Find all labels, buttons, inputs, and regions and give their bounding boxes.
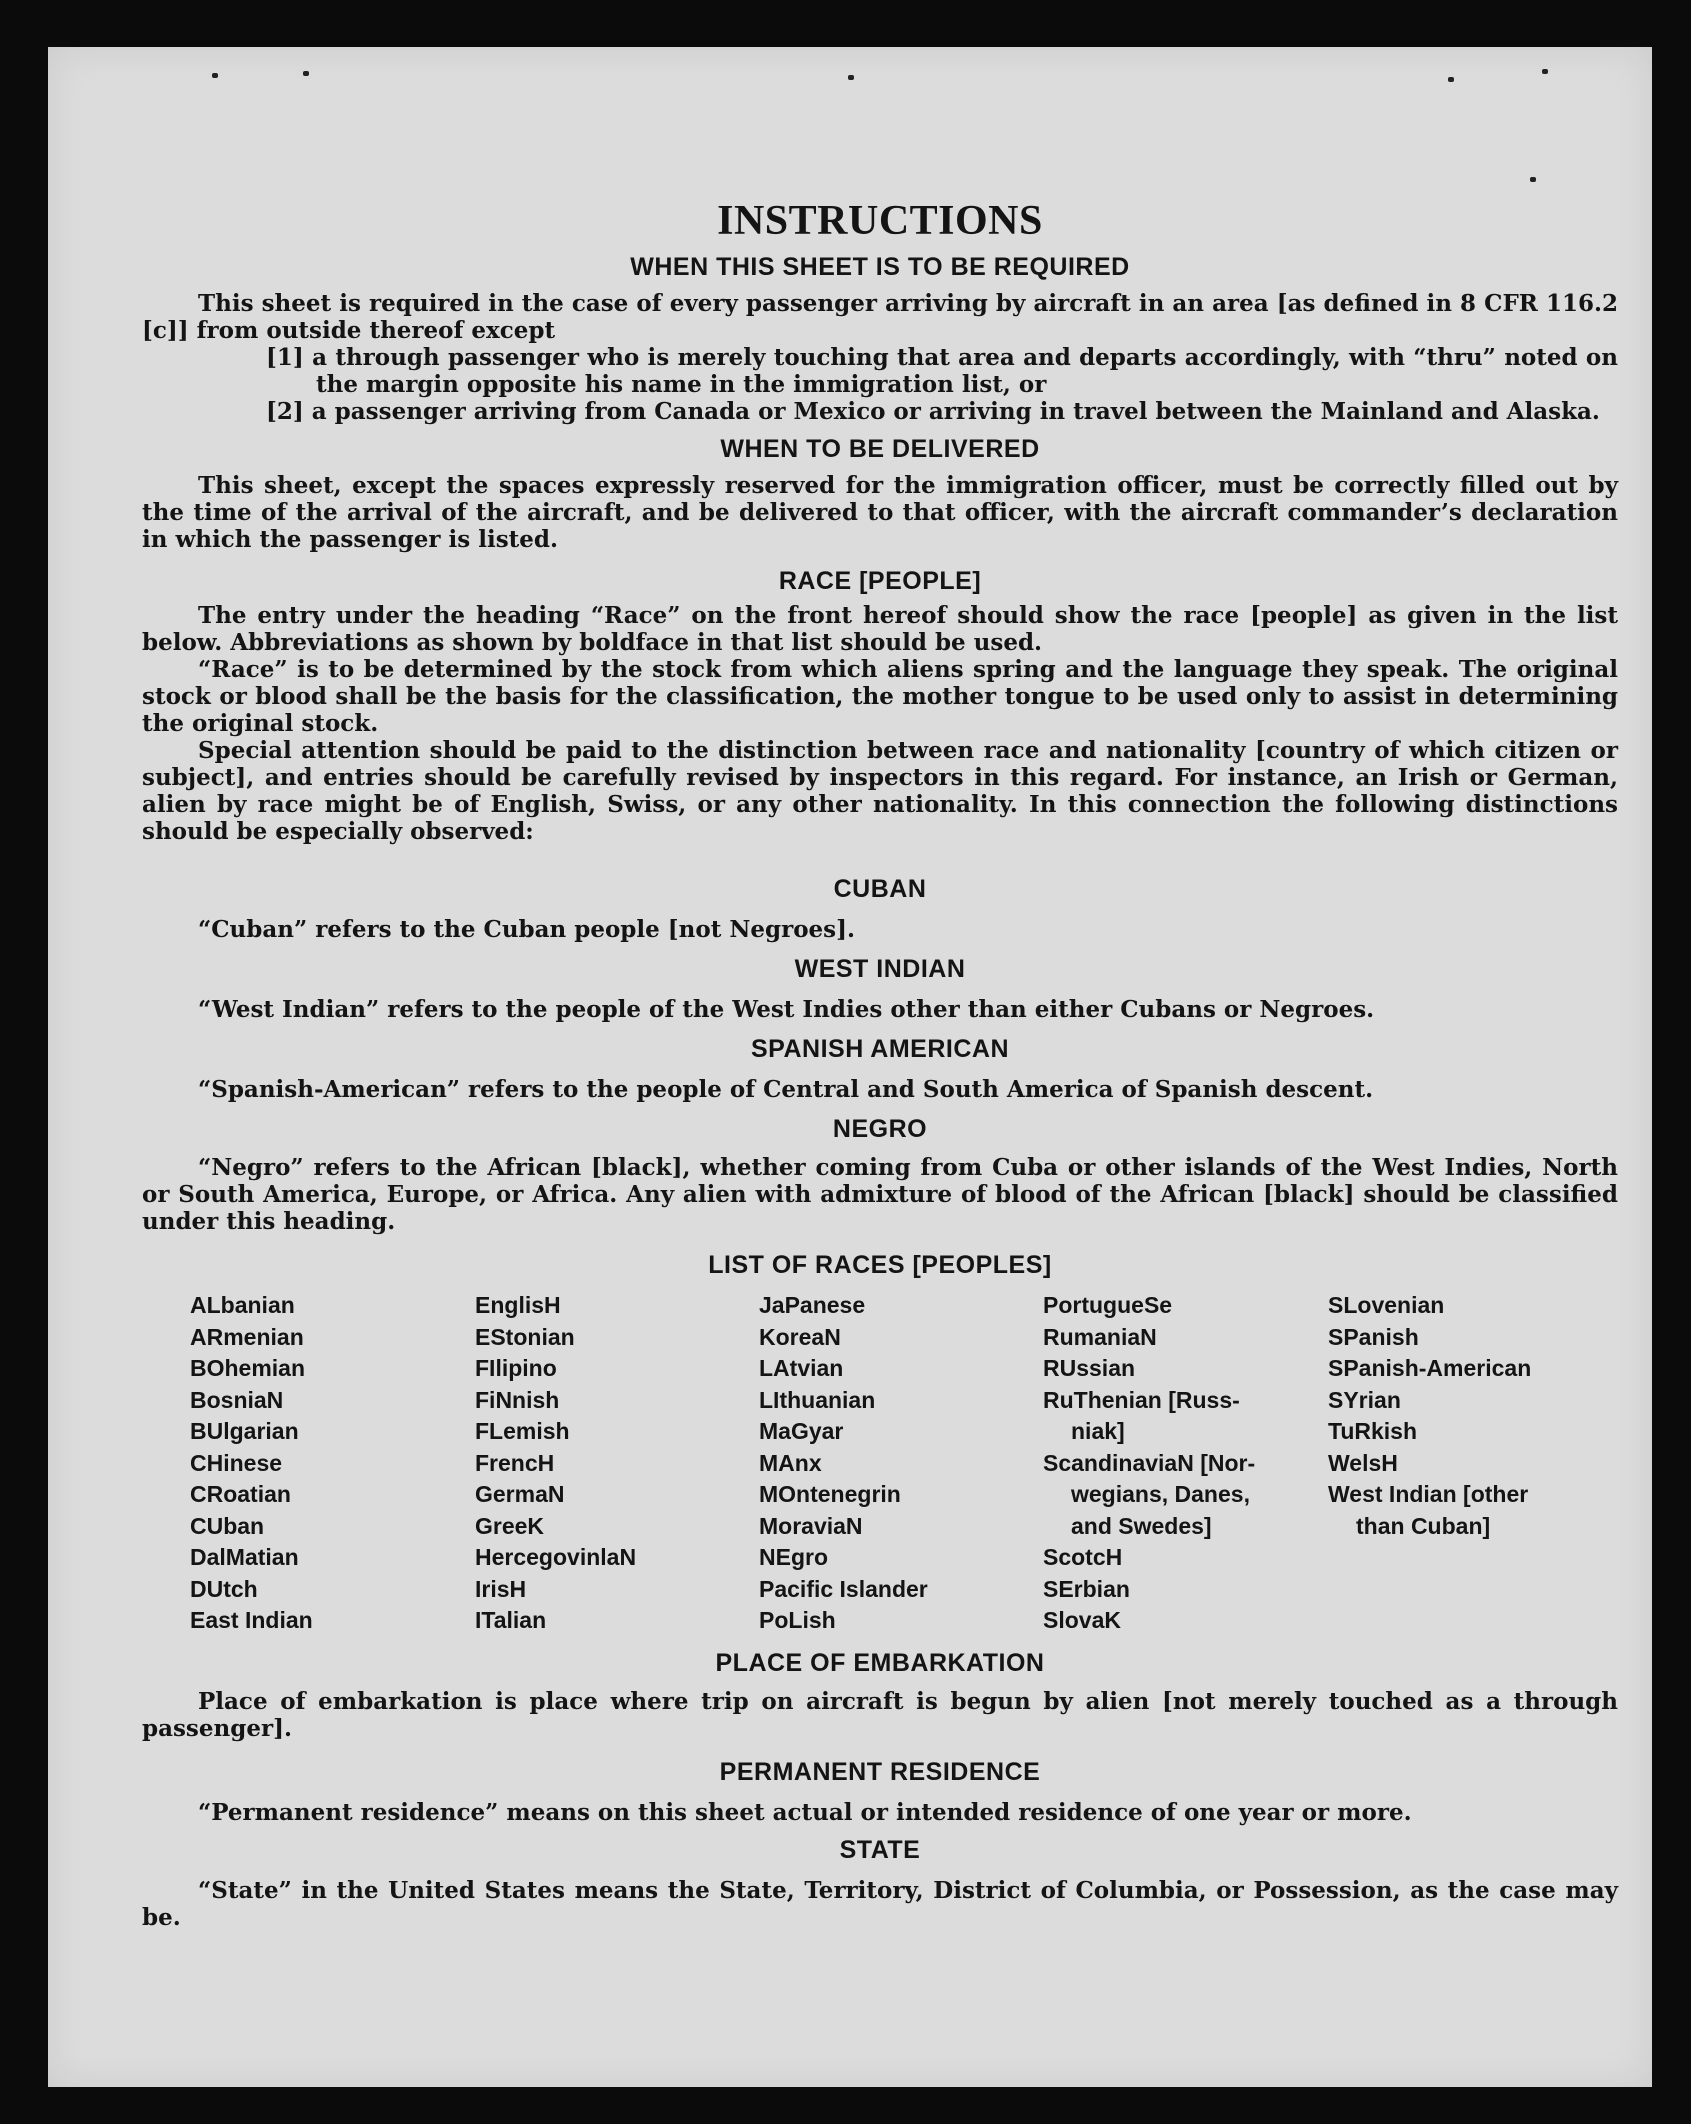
race-item: RUssian: [1043, 1355, 1136, 1381]
page-title: INSTRUCTIONS: [717, 198, 1043, 244]
race-item: ScandinaviaN [Nor-: [1043, 1449, 1256, 1476]
race-list: [190, 1290, 1618, 1637]
race-item: MAnx: [759, 1449, 822, 1476]
paragraph: This sheet is required in the case of every passenger arriving by aircraft in an area [as defined in 8 CFR 116.2 [c]] from outside thereof except: [142, 290, 1618, 344]
race-item: LIthuanian: [759, 1386, 876, 1413]
document-sheet: [48, 47, 1652, 2087]
race-item: EStonian: [475, 1323, 575, 1350]
race-item: FLemish: [475, 1418, 570, 1444]
paragraph: “State” in the United States means the State, Territory, District of Columbia, or Possession, as the case may be.: [142, 1876, 1618, 1931]
race-item-continuation: niak]: [1071, 1418, 1125, 1444]
section-heading: RACE [PEOPLE]: [778, 567, 982, 595]
race-item: EnglisH: [475, 1292, 561, 1318]
race-item: ScotcH: [1043, 1544, 1123, 1570]
race-item: SlovaK: [1043, 1607, 1121, 1633]
race-column: [475, 1290, 759, 1637]
list-item: [2] a passenger arriving from Canada or Mexico or arriving in travel between the Mainland and Alaska.: [266, 398, 1600, 425]
race-item: CHinese: [190, 1449, 283, 1476]
ink-speck: [212, 73, 218, 78]
paragraph: “West Indian” refers to the people of the West Indies other than either Cubans or Negroes.: [198, 996, 1375, 1023]
race-item: TuRkish: [1328, 1418, 1418, 1444]
race-item: MoraviaN: [759, 1512, 863, 1539]
race-column: [1043, 1290, 1328, 1637]
paragraph: “Negro” refers to the African [black], whether coming from Cuba or other islands of the West Indies, North or South America, Europe, or Africa. Any alien with admixture of blood of the African [black] should be classified under this heading.: [142, 1154, 1618, 1235]
race-column: [190, 1290, 475, 1637]
race-item-continuation: wegians, Danes,: [1071, 1481, 1250, 1507]
ink-speck: [848, 75, 854, 80]
race-item: SErbian: [1043, 1575, 1130, 1602]
race-column: [759, 1290, 1043, 1637]
race-item: WelsH: [1328, 1449, 1398, 1476]
race-item: SPanish-American: [1328, 1355, 1532, 1381]
race-item: MaGyar: [759, 1418, 844, 1444]
race-item: BosniaN: [190, 1386, 284, 1413]
race-item: NEgro: [759, 1544, 828, 1570]
race-item: KoreaN: [759, 1323, 841, 1350]
race-item: FIlipino: [475, 1355, 557, 1381]
race-item: HercegovinlaN: [475, 1544, 637, 1570]
race-item: SYrian: [1328, 1386, 1401, 1413]
race-item: MOntenegrin: [759, 1481, 901, 1507]
race-item: RuThenian [Russ-: [1043, 1386, 1240, 1413]
race-item: CRoatian: [190, 1481, 291, 1507]
section-heading: WEST INDIAN: [794, 955, 966, 983]
race-item: LAtvian: [759, 1355, 844, 1381]
section-heading: CUBAN: [833, 875, 927, 903]
section-heading: STATE: [839, 1835, 921, 1864]
section-heading: PLACE OF EMBARKATION: [715, 1648, 1045, 1677]
race-item: IrisH: [475, 1575, 527, 1602]
paragraph: Special attention should be paid to the distinction between race and nationality [country of which citizen or subject], and entries should be carefully revised by inspectors in this regard. For instance, an Irish or German, alien by race might be of English, Swiss, or any other nationality. In this connection the following distinctions should be especially observed:: [142, 737, 1618, 845]
race-item: SPanish: [1328, 1323, 1419, 1350]
paragraph: “Cuban” refers to the Cuban people [not Negroes].: [198, 916, 856, 943]
race-item: West Indian [other: [1328, 1481, 1529, 1507]
race-item: PoLish: [759, 1607, 836, 1633]
instructions-content: [142, 145, 1618, 1931]
ink-speck: [1448, 77, 1454, 82]
paragraph: This sheet, except the spaces expressly reserved for the immigration officer, must be correctly filled out by the time of the arrival of the aircraft, and be delivered to that officer, with the aircraft commander’s declaration in which the passenger is listed.: [142, 472, 1618, 553]
race-item: GreeK: [475, 1512, 545, 1539]
race-item: PortugueSe: [1043, 1292, 1173, 1318]
race-item: Pacific Islander: [759, 1575, 928, 1602]
section-heading: NEGRO: [832, 1115, 928, 1143]
paragraph: “Spanish-American” refers to the people of Central and South America of Spanish descent.: [198, 1076, 1374, 1103]
race-item: ARmenian: [190, 1323, 304, 1350]
race-item: BOhemian: [190, 1355, 306, 1381]
race-item: CUban: [190, 1512, 265, 1539]
race-item: BUlgarian: [190, 1418, 299, 1444]
race-item: East Indian: [190, 1607, 313, 1633]
paragraph: “Permanent residence” means on this sheet actual or intended residence of one year or more.: [198, 1798, 1412, 1826]
section-heading: PERMANENT RESIDENCE: [719, 1757, 1041, 1786]
list-item: [1] a through passenger who is merely touching that area and departs accordingly, with “thru” noted on the margin opposite his name in the immigration list, or: [266, 344, 1618, 398]
race-column: [1328, 1290, 1628, 1637]
race-item-continuation: and Swedes]: [1071, 1512, 1212, 1539]
race-item: ALbanian: [190, 1292, 295, 1318]
paragraph: The entry under the heading “Race” on the front hereof should show the race [people] as given in the list below. Abbreviations as shown by boldface in that list should be used.: [142, 602, 1618, 656]
ink-speck: [1542, 69, 1548, 74]
ink-speck: [303, 71, 309, 76]
race-item: DalMatian: [190, 1544, 299, 1570]
race-item: RumaniaN: [1043, 1323, 1157, 1350]
race-item: FiNnish: [475, 1386, 560, 1413]
paragraph: “Race” is to be determined by the stock from which aliens spring and the language they speak. The original stock or blood shall be the basis for the classification, the mother tongue to be used only to assist in determining the original stock.: [142, 656, 1618, 737]
race-item: FrencH: [475, 1449, 555, 1476]
section-heading: WHEN THIS SHEET IS TO BE REQUIRED: [630, 253, 1130, 281]
race-item: GermaN: [475, 1481, 565, 1507]
section-heading: SPANISH AMERICAN: [750, 1035, 1009, 1063]
race-item-continuation: than Cuban]: [1356, 1512, 1491, 1539]
race-item: SLovenian: [1328, 1292, 1445, 1318]
section-heading: LIST OF RACES [PEOPLES]: [708, 1251, 1052, 1279]
paragraph: Place of embarkation is place where trip on aircraft is begun by alien [not merely touched as a through passenger].: [142, 1687, 1618, 1742]
race-item: DUtch: [190, 1575, 258, 1602]
race-item: JaPanese: [759, 1292, 866, 1318]
race-item: ITalian: [475, 1607, 547, 1633]
section-heading: WHEN TO BE DELIVERED: [720, 435, 1040, 463]
